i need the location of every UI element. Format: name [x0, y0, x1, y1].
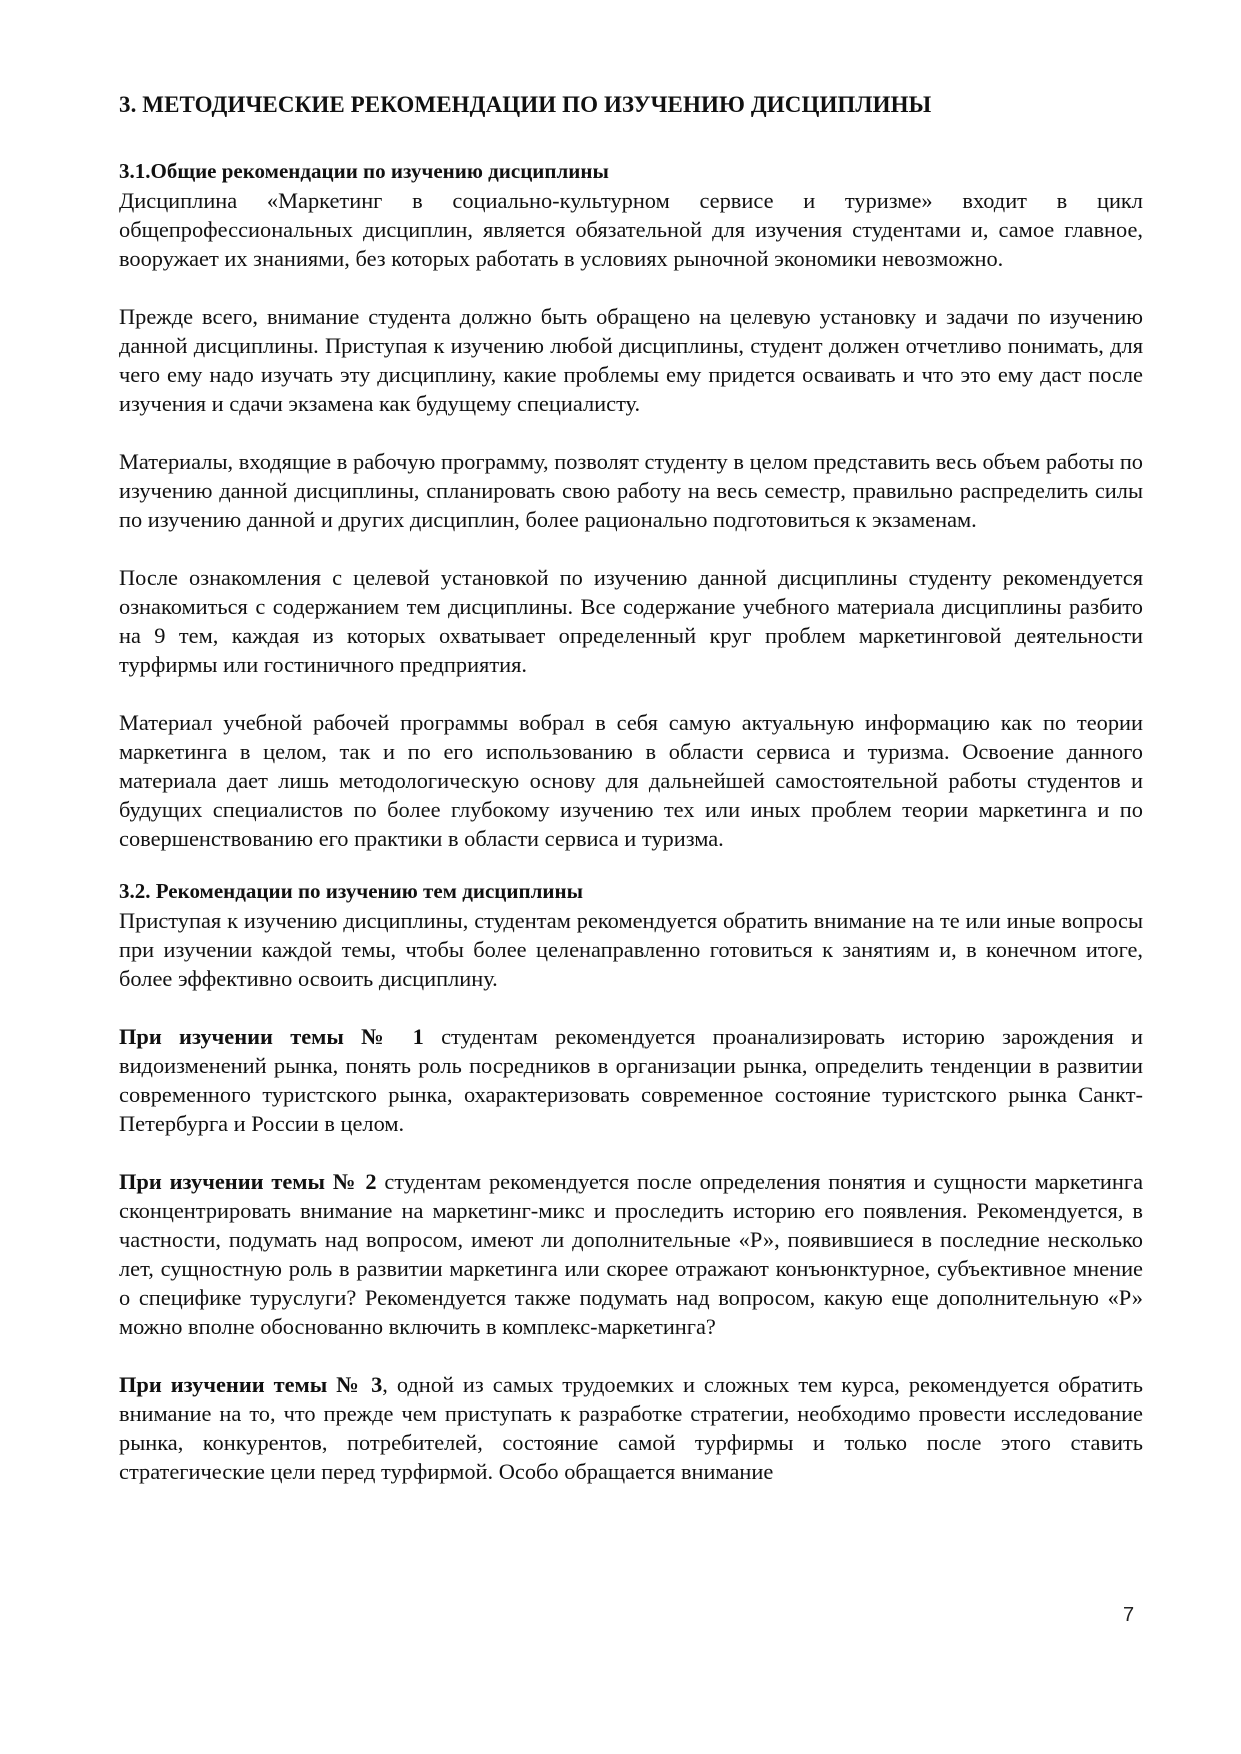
chapter-heading: 3. МЕТОДИЧЕСКИЕ РЕКОМЕНДАЦИИ ПО ИЗУЧЕНИЮ ДИСЦИПЛИНЫ: [119, 92, 932, 117]
document-page: [119, 80, 1143, 1486]
section-1-title: 3.1.Общие рекомендации по изучению дисциплины: [119, 159, 609, 183]
topic-1-text: студентам рекомендуется проанализировать историю зарождения и видоизменений рынка, понять роль посредников в организации рынка, определить тенденции в развитии современного туристского рынка, охарактеризовать современное состояние туристского рынка Санкт-Петербурга и России в целом.: [119, 1024, 1144, 1136]
topic-2-lead: При изучении темы № 2: [119, 1169, 377, 1194]
topic-3-paragraph: [119, 1370, 1143, 1486]
page-number: 7: [1123, 1604, 1135, 1626]
section-1-paragraph-1: Дисциплина «Маркетинг в социально-культурном сервисе и туризме» входит в цикл общепрофессиональных дисциплин, является обязательной для изучения студентами и, самое главное, вооружает их знаниями, без которых работать в условиях рыночной экономики невозможно.: [119, 188, 1143, 271]
section-1-paragraph-2: Прежде всего, внимание студента должно быть обращено на целевую установку и задачи по изучению данной дисциплины. Приступая к изучению любой дисциплины, студент должен отчетливо понимать, для чего ему надо изучать эту дисциплину, какие проблемы ему придется осваивать и что это ему даст после изучения и сдачи экзамена как будущему специалисту.: [119, 304, 1143, 416]
topic-3-lead: При изучении темы № 3: [119, 1372, 383, 1397]
topic-1-paragraph: [119, 1022, 1143, 1138]
topic-1-lead: При изучении темы № 1: [119, 1024, 424, 1049]
section-2-intro: Приступая к изучению дисциплины, студентам рекомендуется обратить внимание на те или иные вопросы при изучении каждой темы, чтобы более целенаправленно готовиться к занятиям и, в конечном итоге, более эффективно освоить дисциплину.: [119, 908, 1143, 991]
section-1-paragraph-3: Материалы, входящие в рабочую программу, позволят студенту в целом представить весь объем работы по изучению данной дисциплины, спланировать свою работу на весь семестр, правильно распределить силы по изучению данной и других дисциплин, более рационально подготовиться к экзаменам.: [119, 449, 1143, 532]
topic-2-paragraph: [119, 1167, 1143, 1341]
topic-3-text: , одной из самых трудоемких и сложных тем курса, рекомендуется обратить внимание на то, что прежде чем приступать к разработке стратегии, необходимо провести исследование рынка, конкурентов, потребителей, состояние самой турфирмы и только после этого ставить стратегические цели перед турфирмой. Особо обращается внимание: [119, 1372, 1143, 1484]
topic-2-text: студентам рекомендуется после определения понятия и сущности маркетинга сконцентрировать внимание на маркетинг-микс и проследить историю его появления. Рекомендуется, в частности, подумать над вопросом, имеют ли дополнительные «Р», появившиеся в последние несколько лет, сущностную роль в развитии маркетинга или скорее отражают конъюнктурное, субъективное мнение о специфике туруслуги? Рекомендуется также подумать над вопросом, какую еще дополнительную «Р» можно вполне обоснованно включить в комплекс-маркетинга?: [119, 1169, 1144, 1339]
section-2-title: 3.2. Рекомендации по изучению тем дисциплины: [119, 879, 583, 903]
section-1-paragraph-5: Материал учебной рабочей программы вобрал в себя самую актуальную информацию как по теории маркетинга в целом, так и по его использованию в области сервиса и туризма. Освоение данного материала дает лишь методологическую основу для дальнейшей самостоятельной работы студентов и будущих специалистов по более глубокому изучению тех или иных проблем теории маркетинга и по совершенствованию его практики в области сервиса и туризма.: [119, 710, 1143, 851]
section-1-paragraph-4: После ознакомления с целевой установкой по изучению данной дисциплины студенту рекомендуется ознакомиться с содержанием тем дисциплины. Все содержание учебного материала дисциплины разбито на 9 тем, каждая из которых охватывает определенный круг проблем маркетинговой деятельности турфирмы или гостиничного предприятия.: [119, 565, 1143, 677]
